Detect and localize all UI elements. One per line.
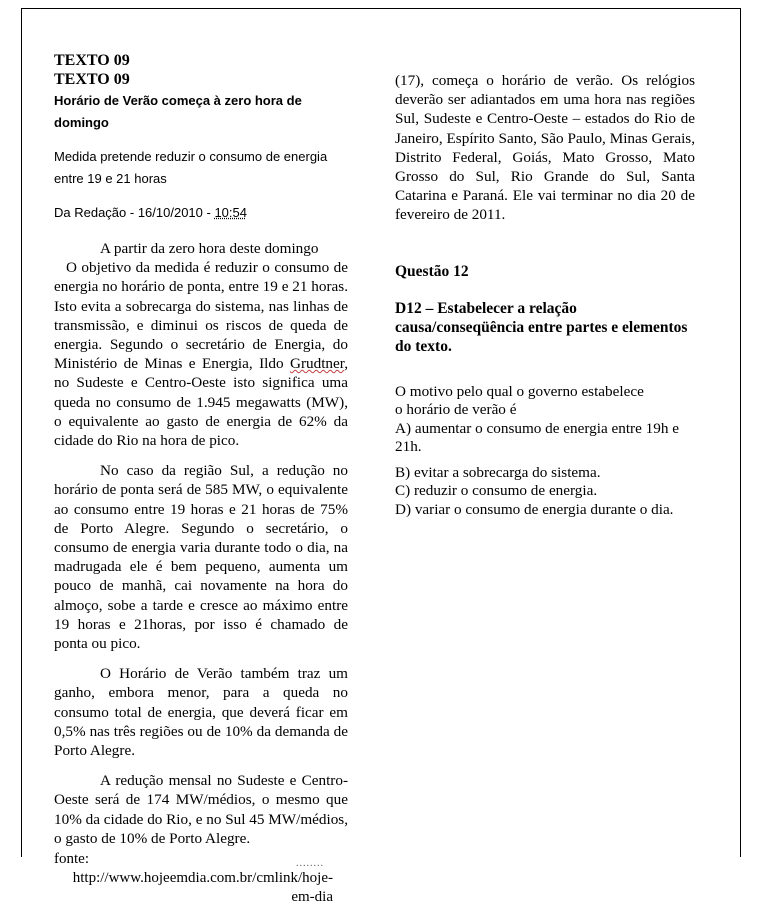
byline: [54, 204, 348, 222]
option-b[interactable]: B) evitar a sobrecarga do sistema.: [395, 463, 601, 481]
paragraph-body: [54, 258, 348, 450]
question-title: Questão 12: [395, 262, 469, 280]
question-prompt-line-1: O motivo pelo qual o governo estabelece: [395, 382, 644, 400]
option-a[interactable]: A) aumentar o consumo de energia entre 19h e 21h.: [395, 419, 679, 456]
article-lead: Medida pretende reduzir o consumo de energia entre 19 e 21 horas: [54, 149, 328, 186]
article-title: Horário de Verão começa à zero hora de domingo: [54, 93, 302, 130]
text-label: TEXTO 09: [54, 52, 130, 69]
article-paragraph-2: No caso da região Sul, a redução no horário de ponta será de 585 MW, o equivalente ao consumo entre 19 horas e 21 horas de 75% de Porto Alegre. Segundo o secretário, o consumo de energia varia durante todo o dia, na madrugada ele é bem pequeno, aumenta um pouco de manhã, cai novamente na hora do almoço, sobe a tarde e cresce ao máximo entre 19 horas e 21horas, por isso é chamado de ponta ou pico.: [54, 462, 348, 653]
article-continuation: (17), começa o horário de verão. Os relógios deverão ser adiantados em uma hora nas regiões Sul, Sudeste e Centro-Oeste – estados do Rio de Janeiro, Espírito Santo, São Paulo, Minas Gerais, Distrito Federal, Goiás, Mato Grosso, Mato Grosso do Sul, Rio Grande do Sul, Santa Catarina e Paraná. Ele vai terminar no dia 20 de fevereiro de 2011.: [395, 72, 695, 224]
article-paragraph-1: [54, 239, 348, 450]
source-url[interactable]: http://www.hojeemdia.com.br/cmlink/hoje-em-dia: [72, 870, 333, 905]
paragraph-text: O objetivo da medida é reduzir o consumo de energia no horário de ponta, entre 19 e 21 horas. Isto evita a sobrecarga do sistema, nas linhas de transmissão, e diminui os riscos de queda de energia. Segundo o secretário de Energia, do Ministério de Minas e Energia, Ildo: [54, 259, 348, 373]
byline-author-date: Da Redação - 16/10/2010 -: [54, 205, 215, 220]
question-descriptor: D12 – Estabelecer a relação causa/conseqüência entre partes e elementos do texto.: [395, 299, 688, 355]
text-label-repeat: TEXTO 09: [54, 71, 130, 88]
paragraph-text-end: , no Sudeste e Centro-Oeste isto significa uma queda no consumo de 1.945 megawatts (MW), o equivalente ao gasto de energia de 62% da cidade do Rio na hora de pico.: [54, 355, 348, 450]
question-prompt: [395, 383, 695, 420]
source-label: fonte:: [54, 851, 89, 867]
byline-time: 10:54: [214, 205, 247, 220]
right-column: [395, 71, 695, 519]
article-paragraph-4: A redução mensal no Sudeste e Centro-Oeste será de 174 MW/médios, o mesmo que 10% da cidade do Rio, e no Sul 45 MW/médios, o gasto de 10% de Porto Alegre.: [54, 772, 349, 847]
option-c[interactable]: C) reduzir o consumo de energia.: [395, 482, 598, 500]
option-d[interactable]: D) variar o consumo de energia durante o dia.: [395, 500, 674, 518]
left-column: [54, 51, 348, 848]
paragraph-opening: A partir da zero hora deste domingo: [100, 240, 319, 257]
source-dots: ........: [296, 858, 324, 869]
article-paragraph-3: O Horário de Verão também traz um ganho, embora menor, para a queda no consumo total de energia, que deverá ficar em 0,5% nas três regiões ou de 10% da demanda de Porto Alegre.: [54, 665, 348, 760]
question-prompt-line-2: o horário de verão é: [395, 401, 517, 419]
spellcheck-word: Grudtner: [289, 355, 345, 373]
